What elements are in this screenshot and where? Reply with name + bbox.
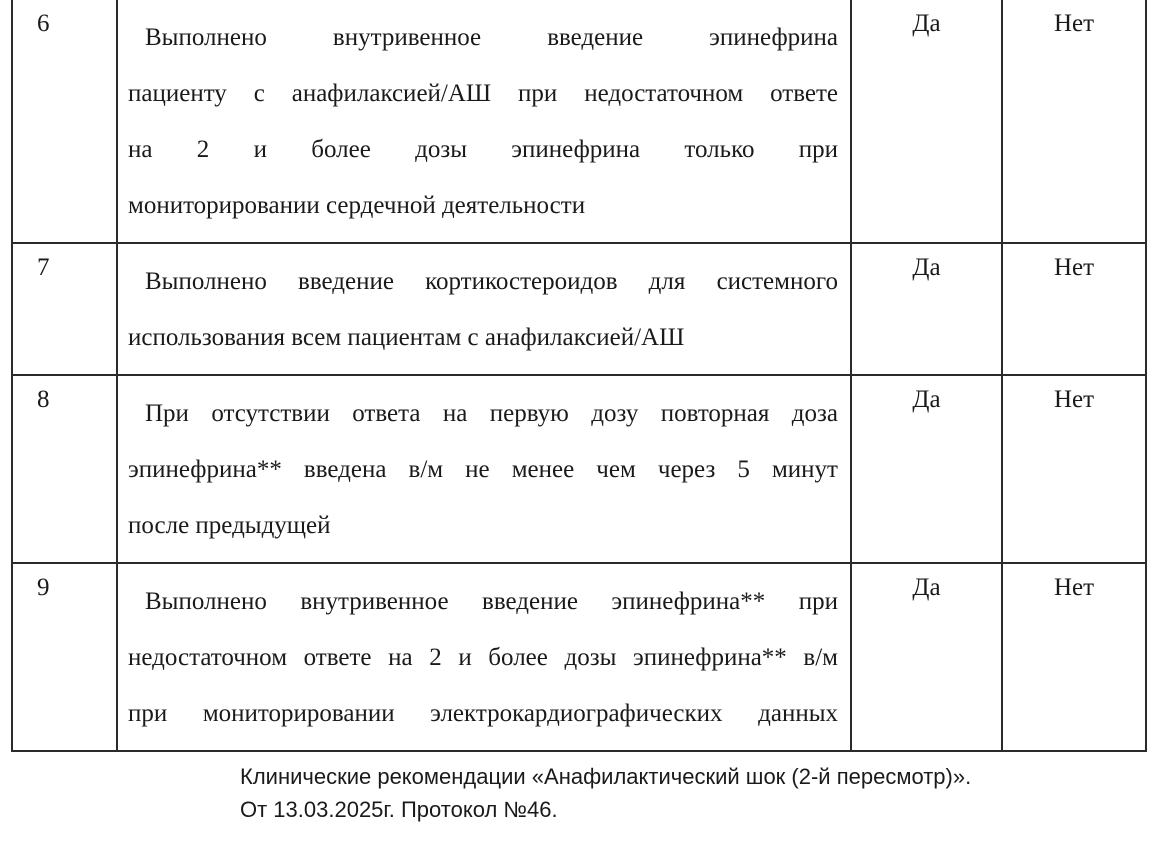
table-row	[12, 243, 1146, 375]
criterion-line: на 2 и более дозы эпинефрина только при	[128, 136, 838, 163]
criterion-line: при мониторировании электрокардиографических данных	[128, 700, 838, 727]
caption-line: От 13.03.2025г. Протокол №46.	[240, 797, 558, 822]
table-row	[12, 563, 1146, 751]
no-option: Нет	[1002, 563, 1146, 751]
criterion-line: Выполнено введение кортикостероидов для системного	[145, 268, 838, 295]
yes-option: Да	[851, 375, 1002, 563]
no-option: Нет	[1002, 243, 1146, 375]
yes-option: Да	[851, 243, 1002, 375]
criterion-text	[117, 375, 851, 563]
yes-option: Да	[851, 563, 1002, 751]
criterion-line: использования всем пациентам с анафилаксией/АШ	[128, 324, 685, 351]
criterion-line: после предыдущей	[128, 512, 331, 539]
criterion-text	[117, 0, 851, 243]
criterion-line: мониторировании сердечной деятельности	[128, 192, 586, 219]
yes-option: Да	[851, 0, 1002, 243]
criterion-line: пациенту с анафилаксией/АШ при недостаточном ответе	[128, 80, 838, 107]
criterion-line: недостаточном ответе на 2 и более дозы эпинефрина** в/м	[128, 644, 838, 671]
caption-line: Клинические рекомендации «Анафилактический шок (2-й пересмотр)».	[240, 764, 972, 789]
table-row	[12, 0, 1146, 243]
row-number: 7	[12, 243, 117, 375]
row-number: 6	[12, 0, 117, 243]
criterion-line: Выполнено внутривенное введение эпинефрина** при	[145, 588, 838, 615]
criterion-line: При отсутствии ответа на первую дозу повторная доза	[145, 400, 838, 427]
table-row	[12, 375, 1146, 563]
criterion-text	[117, 563, 851, 751]
criterion-text	[117, 243, 851, 375]
criterion-line: эпинефрина** введена в/м не менее чем через 5 минут	[128, 456, 838, 483]
no-option: Нет	[1002, 375, 1146, 563]
row-number: 9	[12, 563, 117, 751]
criteria-table	[11, 0, 1147, 752]
criterion-line: Выполнено внутривенное введение эпинефрина	[145, 24, 838, 51]
no-option: Нет	[1002, 0, 1146, 243]
row-number: 8	[12, 375, 117, 563]
source-caption	[240, 760, 971, 826]
